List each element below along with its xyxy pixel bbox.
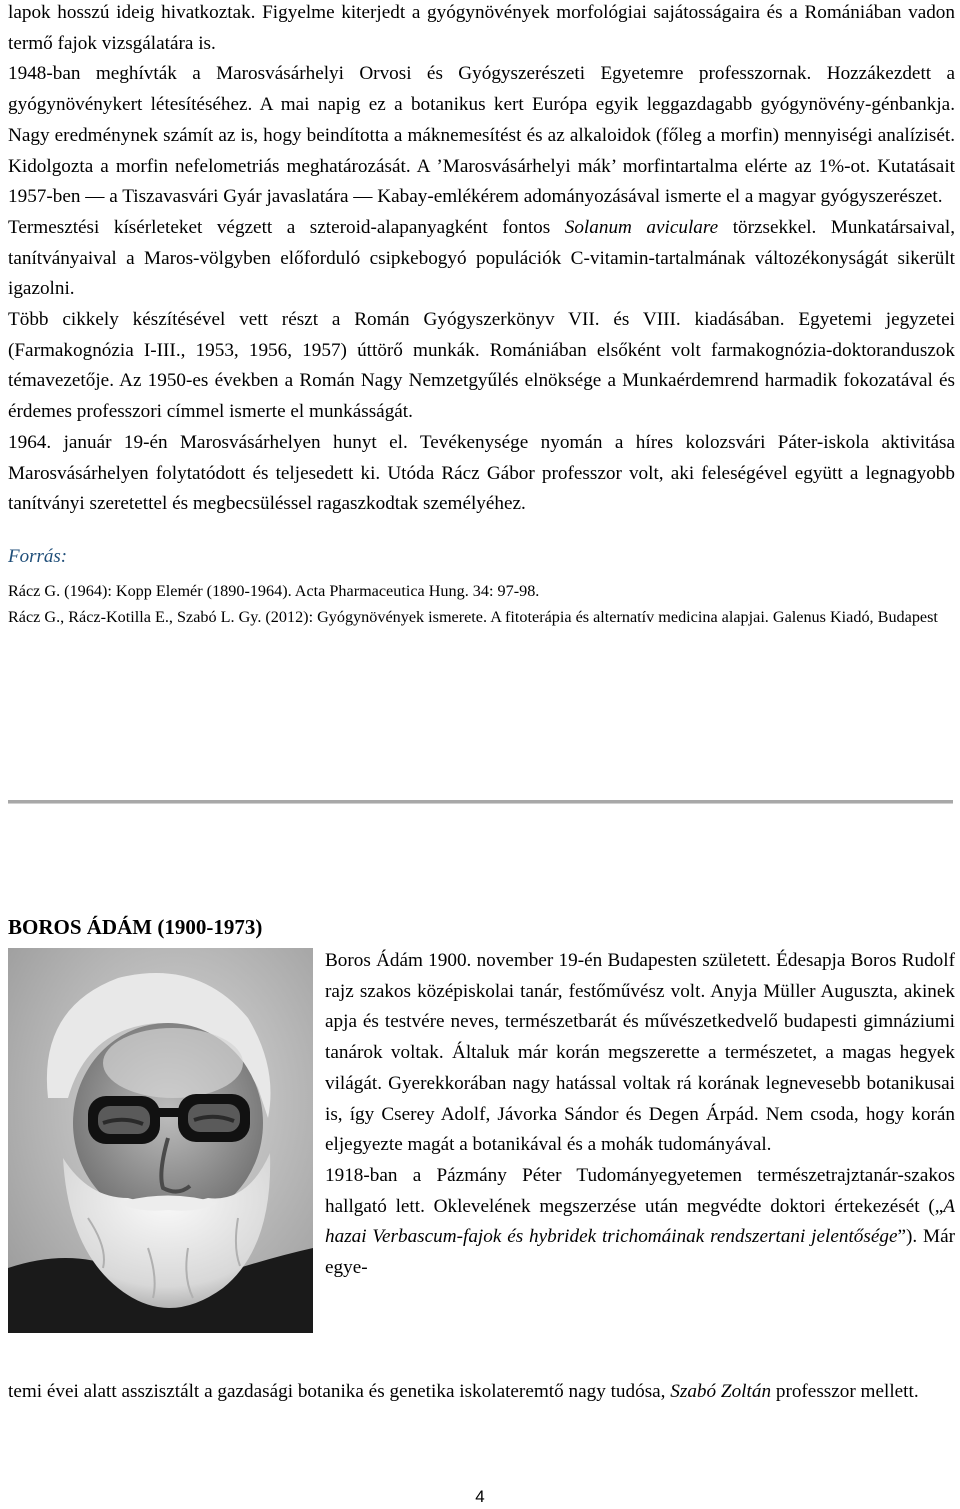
continuation-after: professzor mellett.: [771, 1381, 919, 1402]
portrait-photo: [8, 948, 313, 1333]
page-number: 4: [475, 1487, 485, 1506]
solanum-after: törzsekkel. Munkatársaival, tanítványaival a Maros-völgyben előforduló csipkebogyó populációk C-vitamin-tartalmának változékonyságát sikerült igazolni.: [8, 216, 956, 300]
bio-paragraph-2-after: ”). Már egye-: [325, 1226, 956, 1279]
sources-label: Forrás:: [8, 545, 68, 567]
bottom-text: [8, 1377, 955, 1408]
paragraph-2: 1948-ban meghívták a Marosvásárhelyi Orvosi és Gyógyszerészeti Egyetemre professzornak. Hozzákezdett a gyógynövénykert létesítéséhez. A mai napig ez a botanikus kert Európa egyik leggazdagabb gyógynövény-génbankja. Nagy eredménynek számít az is, hogy beindította a máknemesítést és az alkaloidok (főleg a morfin) mennyiségi analízisét. Kidolgozta a morfin nefelometriás meghatározását. A ’Marosvásárhelyi mák’ morfintartalma elérte az 1%-ot. Kutatásait 1957-ben — a Tiszavasvári Gyár javaslatára — Kabay-emlékérem adományozásával ismerte el a magyar gyógyszerészet.: [8, 63, 955, 208]
solanum-italic: Solanum aviculare: [564, 216, 719, 238]
top-text-block: [8, 0, 955, 630]
page-content: [8, 0, 955, 630]
bio-paragraph-2: [325, 1161, 955, 1284]
bio-paragraph-2-before: 1918-ban a Pázmány Péter Tudományegyetemen természetrajztanár-szakos hallgató lett. Oklevelének megszerzése után megvédte doktori értekezését („: [325, 1164, 955, 1217]
continuation-before: temi évei alatt asszisztált a gazdasági botanika és genetika iskolateremtő nagy tudósa,: [8, 1381, 671, 1402]
source-ref-1: Rácz G. (1964): Kopp Elemér (1890-1964). Acta Pharmaceutica Hung. 34: 97-98.: [8, 581, 540, 600]
continuation-italic-name: Szabó Zoltán: [670, 1381, 772, 1402]
section-heading: BOROS ÁDÁM (1900-1973): [8, 915, 263, 939]
paragraph-death: 1964. január 19-én Marosvásárhelyen hunyt el. Tevékenysége nyomán a híres kolozsvári Páter-iskola aktivitása Marosvásárhelyen folytatódott és teljesedett ki. Utóda Rácz Gábor professzor volt, aki feleségével együtt a legnagyobb tanítványi szeretettel és megbecsüléssel ragaszkodtak személyéhez.: [8, 431, 955, 515]
source-ref-2: Rácz G., Rácz-Kotilla E., Szabó L. Gy. (2012): Gyógynövények ismerete. A fitoterápia és alternatív medicina alapjai. Galenus Kiadó, Budapest: [8, 607, 938, 626]
dissertation-title: A hazai Verbascum-fajok és hybridek trichomáinak rendszertani jelentősége: [325, 1195, 955, 1248]
side-text: [325, 946, 955, 1284]
paragraph-1: lapok hosszú ideig hivatkoztak. Figyelme kiterjedt a gyógynövények morfológiai sajátosságaira és a Romániában vadon termő fajok vizsgálatára is.: [8, 2, 955, 54]
paragraph-solanum: [8, 213, 955, 305]
section-divider: [8, 800, 953, 804]
bio-paragraph-continuation: [8, 1377, 955, 1408]
bio-paragraph-1: Boros Ádám 1900. november 19-én Budapesten született. Édesapja Boros Rudolf rajz szakos középiskolai tanár, festőművész volt. Anyja Müller Auguszta, akinek apja és testvére neves, természetbarát és művészetkedvelő budapesti gimnáziumi tanárok voltak. Általuk már korán megszerette a természetet, a magas hegyek világát. Gyerekkorában nagy hatással voltak rá korának legnevesebb botanikusai is, így Cserey Adolf, Jávorka Sándor és Degen Árpád. Nem csoda, hogy korán eljegyezte magát a botanikával és a mohák tudományával.: [325, 950, 955, 1156]
solanum-before: Termesztési kísérleteket végzett a szteroid-alapanyagként fontos: [8, 216, 565, 238]
paragraph-gyogyszerkonyv: Több cikkely készítésével vett részt a Román Gyógyszerkönyv VII. és VIII. kiadásában. Egyetemi jegyzetei (Farmakognózia I-III., 1953, 1956, 1957) úttörő munkák. Romániában elsőként volt farmakognózia-doktoranduszok témavezetője. Az 1950-es években a Román Nagy Nemzetgyűlés elnöksége a Munkaérdemrend harmadik fokozatával és érdemes professzori címmel ismerte el munkásságát.: [8, 309, 955, 423]
